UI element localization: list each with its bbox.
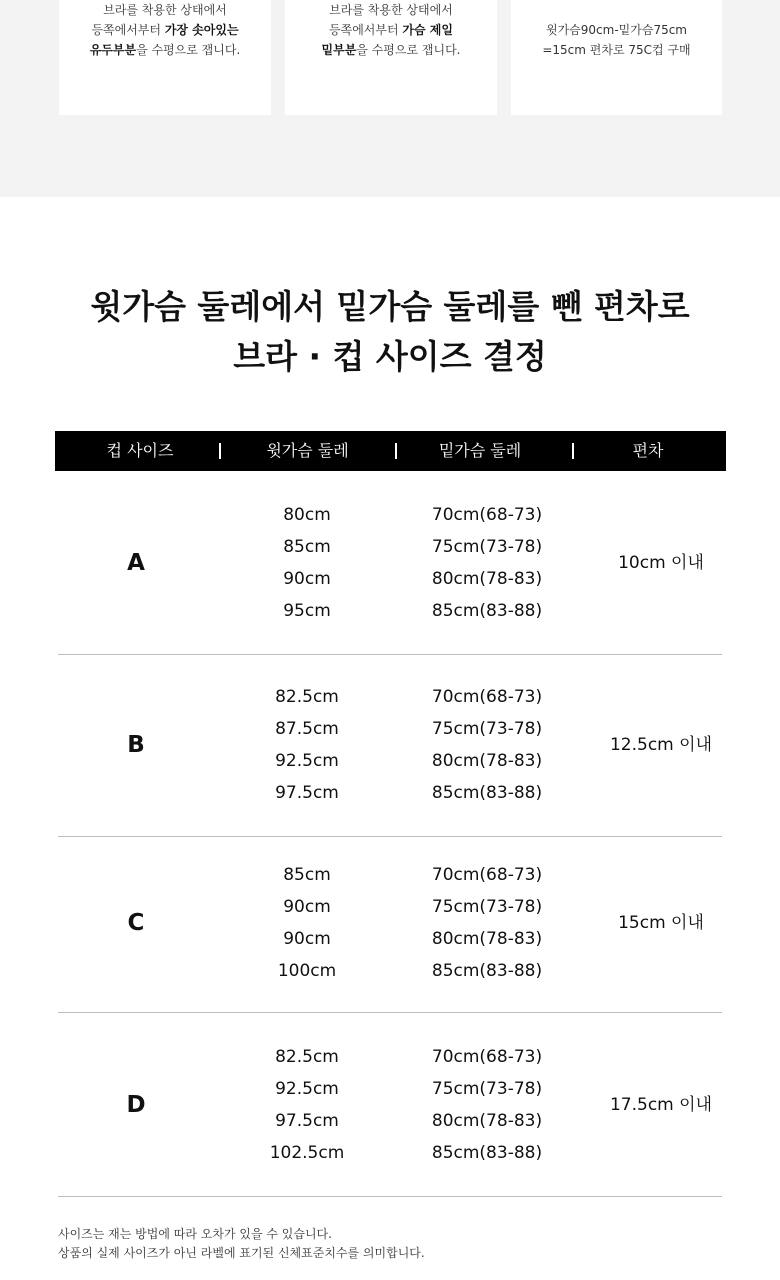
card-text: 유두부분을 수평으로 잽니다.	[89, 43, 241, 57]
disclaimer-line: 사이즈는 재는 방법에 따라 오차가 있을 수 있습니다.	[58, 1227, 332, 1241]
measurement-guide-band	[0, 0, 780, 197]
under-bust-cell: 70cm(68-73) 75cm(73-78) 80cm(78-83) 85cm(83-88)	[431, 1046, 543, 1163]
heading-line-2: 브라 · 컵 사이즈 결정	[233, 337, 547, 376]
upper-bust-guide-card	[59, 0, 271, 115]
difference-cell: 12.5cm 이내	[609, 734, 712, 755]
under-bust-cell: 70cm(68-73) 75cm(73-78) 80cm(78-83) 85cm(83-88)	[431, 686, 543, 803]
size-table-header	[55, 431, 726, 471]
header-difference: 편차	[632, 441, 664, 460]
under-bust-cell: 70cm(68-73) 75cm(73-78) 80cm(78-83) 85cm(83-88)	[431, 504, 543, 621]
cup-size-cell: C	[127, 910, 145, 936]
cup-size-cell: A	[127, 549, 145, 576]
difference-cell: 17.5cm 이내	[609, 1094, 712, 1115]
card-bold-text: 유두부분	[89, 43, 137, 57]
header-upper-bust: 윗가슴 둘레	[266, 441, 349, 460]
card-text: =15cm 편차로 75C컵 구매	[542, 43, 691, 57]
upper-bust-cell: 82.5cm 87.5cm 92.5cm 97.5cm	[275, 686, 339, 803]
card-spacer	[511, 0, 722, 20]
card-text: 브라를 착용한 상태에서	[329, 3, 453, 17]
under-bust-guide-card	[285, 0, 497, 115]
table-row	[58, 471, 722, 655]
section-heading	[0, 282, 780, 382]
header-under-bust: 밑가슴 둘레	[438, 441, 522, 460]
header-cup-size: 컵 사이즈	[106, 441, 174, 460]
card-text: 밑부분을 수평으로 잽니다.	[321, 43, 461, 57]
disclaimer-line: 상품의 실제 사이즈가 아닌 라벨에 표기된 신체표준치수를 의미합니다.	[58, 1246, 425, 1260]
heading-line-1: 윗가슴 둘레에서 밑가슴 둘레를 뺀 편차로	[90, 287, 690, 326]
size-disclaimer	[58, 1225, 425, 1263]
card-text: 등쪽에서부터 가장 솟아있는	[91, 23, 239, 37]
table-row	[58, 1013, 722, 1197]
table-row	[58, 834, 722, 1013]
cup-size-cell: D	[126, 1091, 146, 1118]
example-guide-card	[511, 0, 722, 115]
card-bold-text: 가슴 제일	[402, 23, 453, 37]
header-divider	[572, 443, 574, 459]
header-divider	[219, 443, 221, 459]
upper-bust-cell: 80cm 85cm 90cm 95cm	[283, 504, 331, 621]
card-text: 윗가슴90cm-밑가슴75cm	[546, 23, 687, 37]
difference-cell: 10cm 이내	[618, 552, 704, 573]
card-bold-text: 밑부분	[321, 43, 357, 57]
card-text: 등쪽에서부터 가슴 제일	[329, 23, 453, 37]
cup-size-cell: B	[127, 731, 145, 758]
header-divider	[395, 443, 397, 459]
difference-cell: 15cm 이내	[618, 913, 704, 933]
under-bust-cell: 70cm(68-73) 75cm(73-78) 80cm(78-83) 85cm(83-88)	[431, 865, 543, 981]
table-row	[58, 653, 722, 837]
card-text: 브라를 착용한 상태에서	[103, 3, 227, 17]
upper-bust-cell: 82.5cm 92.5cm 97.5cm 102.5cm	[269, 1046, 345, 1163]
card-bold-text: 가장 솟아있는	[164, 23, 239, 37]
upper-bust-cell: 85cm 90cm 90cm 100cm	[277, 865, 337, 981]
